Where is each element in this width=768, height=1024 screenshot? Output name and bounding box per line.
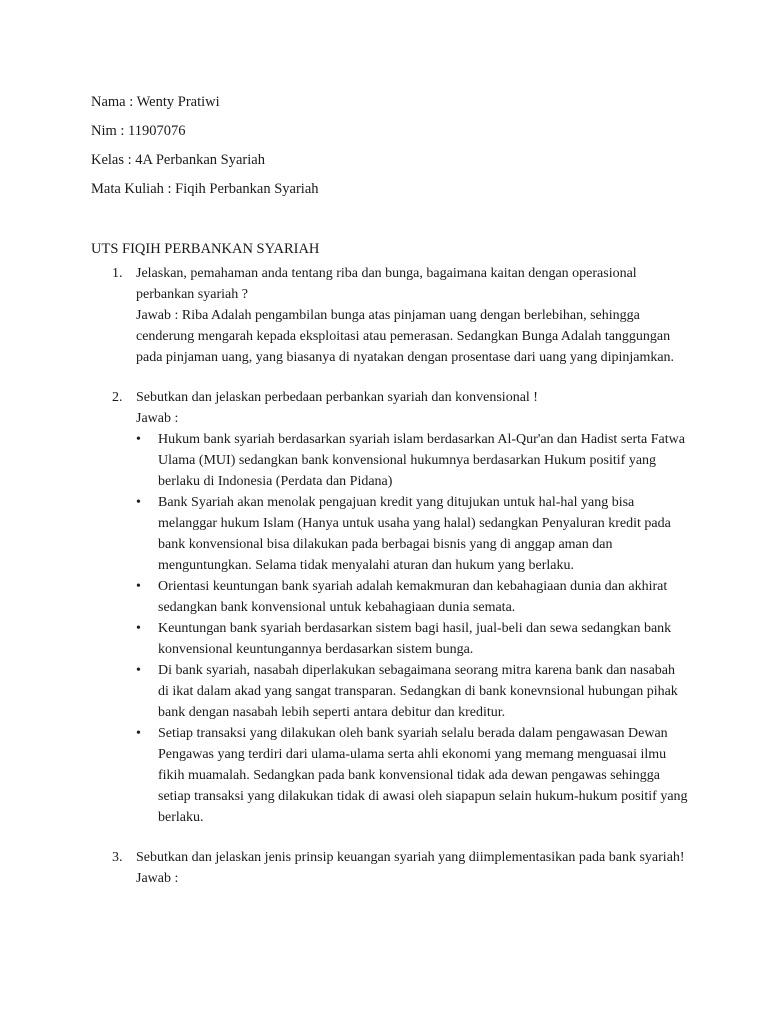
bullet-text: Di bank syariah, nasabah diperlakukan sebagaimana seorang mitra karena bank dan nasabah di ikat dalam akad yang sangat transparan. Sedangkan di bank konevnsional hubungan pihak bank dengan nasabah lebih seperti antara debitur dan kreditur. [158, 663, 678, 720]
answer-bullet-list [136, 429, 688, 828]
bullet-icon: • [136, 432, 141, 447]
question-number: 1. [112, 266, 123, 281]
list-item [136, 429, 688, 492]
bullet-text: Keuntungan bank syariah berdasarkan sistem bagi hasil, jual-beli dan sewa sedangkan bank konvensional keuntungannya berdasarkan sistem bunga. [158, 621, 672, 657]
list-item [136, 660, 688, 723]
exam-title: UTS FIQIH PERBANKAN SYARIAH [91, 241, 320, 257]
question-text: Jelaskan, pemahaman anda tentang riba dan bunga, bagaimana kaitan dengan operasional perbankan syariah ? [136, 266, 637, 302]
bullet-text: Bank Syariah akan menolak pengajuan kredit yang ditujukan untuk hal-hal yang bisa melanggar hukum Islam (Hanya untuk usaha yang halal) sedangkan Penyaluran kredit pada bank konvensional bisa dilakukan pada berbagai bisnis yang di anggap aman dan menguntungkan. Selama tidak menyalahi aturan dan hukum yang berlaku. [158, 495, 671, 573]
student-name: Nama : Wenty Pratiwi [91, 94, 220, 110]
bullet-icon: • [136, 621, 141, 636]
question-text: Sebutkan dan jelaskan perbedaan perbankan syariah dan konvensional ! [136, 390, 538, 405]
list-item [136, 492, 688, 576]
course-name: Mata Kuliah : Fiqih Perbankan Syariah [91, 181, 319, 197]
bullet-text: Setiap transaksi yang dilakukan oleh bank syariah selalu berada dalam pengawasan Dewan Pengawas yang terdiri dari ulama-ulama serta ahli ekonomi yang memang menguasai ilmu fikih muamalah. Sedangkan pada bank konvensional tidak ada dewan pengawas sehingga setiap transaksi yang dilakukan tidak di awasi oleh siapapun selain hukum-hukum positif yang berlaku. [158, 726, 688, 825]
bullet-icon: • [136, 579, 141, 594]
question-item [91, 847, 688, 889]
answer-label: Jawab : [136, 871, 179, 886]
question-item [91, 387, 688, 828]
bullet-icon: • [136, 495, 141, 510]
question-number: 2. [112, 390, 123, 405]
student-nim: Nim : 11907076 [91, 123, 186, 139]
question-number: 3. [112, 850, 123, 865]
bullet-icon: • [136, 726, 141, 741]
answer-text: Jawab : Riba Adalah pengambilan bunga atas pinjaman uang dengan berlebihan, sehingga cenderung mengarah kepada eksploitasi atau pemerasan. Sedangkan Bunga Adalah tanggungan pada pinjaman uang, yang biasanya di nyatakan dengan prosentase dari uang yang dipinjamkan. [136, 308, 675, 365]
list-item [136, 723, 688, 828]
question-list [91, 263, 688, 889]
question-text: Sebutkan dan jelaskan jenis prinsip keuangan syariah yang diimplementasikan pada bank syariah! [136, 850, 685, 865]
answer-label: Jawab : [136, 411, 179, 426]
list-item [136, 576, 688, 618]
bullet-text: Hukum bank syariah berdasarkan syariah islam berdasarkan Al-Qur'an dan Hadist serta Fatwa Ulama (MUI) sedangkan bank konvensional hukumnya berdasarkan Hukum positif yang berlaku di Indonesia (Perdata dan Pidana) [158, 432, 685, 489]
question-item [91, 263, 688, 368]
bullet-text: Orientasi keuntungan bank syariah adalah kemakmuran dan kebahagiaan dunia dan akhirat sedangkan bank konvensional untuk kebahagiaan dunia semata. [158, 579, 668, 615]
student-class: Kelas : 4A Perbankan Syariah [91, 152, 265, 168]
list-item [136, 618, 688, 660]
bullet-icon: • [136, 663, 141, 678]
